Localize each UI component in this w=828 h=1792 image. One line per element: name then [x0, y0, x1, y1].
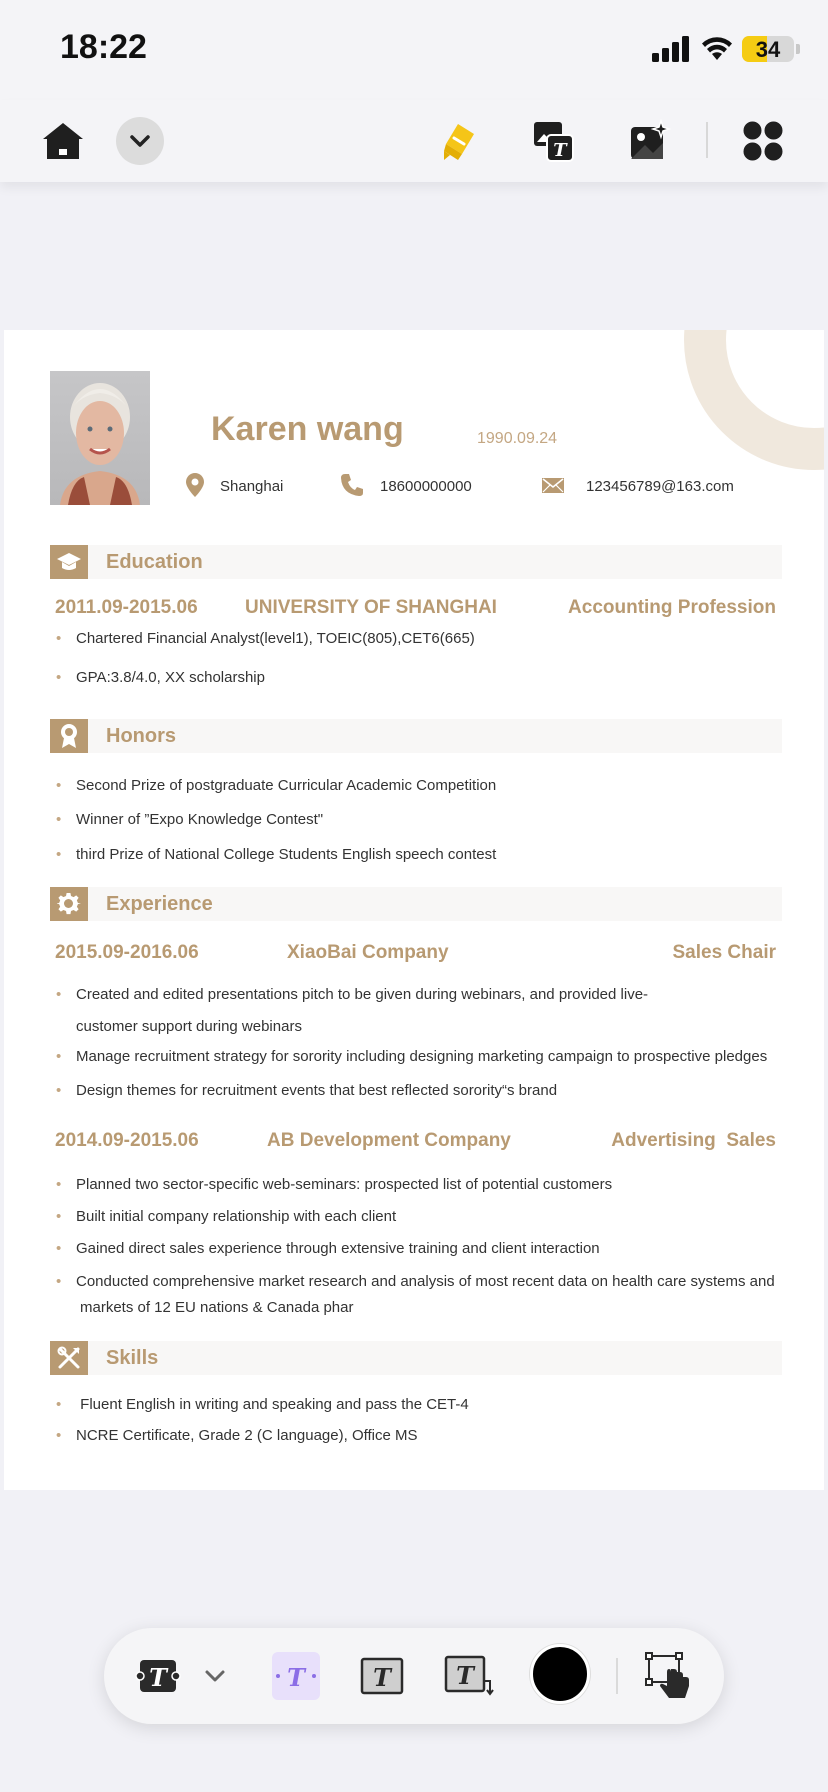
job-role: Sales Chair: [672, 942, 776, 963]
svg-text:T: T: [456, 1661, 474, 1690]
status-bar: [0, 0, 828, 100]
profile-photo: [50, 371, 150, 505]
list-item: • NCRE Certificate, Grade 2 (C language), Office MS: [56, 1423, 786, 1449]
section-title: Skills: [106, 1347, 159, 1369]
image-text-button[interactable]: [530, 118, 576, 164]
select-tap-button[interactable]: [644, 1652, 694, 1700]
wifi-icon: [700, 34, 734, 62]
text-shadow-button[interactable]: [442, 1652, 498, 1700]
text-style-button[interactable]: [134, 1652, 182, 1700]
grid-apps-icon: [742, 120, 784, 162]
education-major: Accounting Profession: [568, 597, 776, 618]
text-color-button[interactable]: [530, 1644, 590, 1704]
list-item: • Planned two sector-specific web-seminars: prospected list of potential customers: [56, 1172, 786, 1198]
apps-button[interactable]: [740, 118, 786, 164]
education-period: 2011.09-2015.06: [55, 597, 198, 618]
education-school: UNIVERSITY OF SHANGHAI: [245, 597, 497, 618]
chevron-down-icon: [204, 1669, 226, 1683]
location-text: Shanghai: [220, 478, 284, 495]
award-icon: [50, 719, 88, 753]
phone-icon: [340, 473, 364, 497]
job-company: XiaoBai Company: [287, 942, 449, 963]
section-title: Experience: [106, 893, 213, 915]
text-plain-button[interactable]: [272, 1652, 320, 1700]
decorative-arc: [684, 330, 824, 470]
candidate-name: Karen wang: [211, 410, 404, 448]
phone-text: 18600000000: [380, 478, 472, 495]
resume-page[interactable]: [4, 330, 824, 1490]
list-item: • GPA:3.8/4.0, XX scholarship: [56, 665, 786, 691]
text-plain-icon: [273, 1659, 319, 1693]
image-ai-button[interactable]: [626, 118, 672, 164]
chevron-down-icon: [129, 134, 151, 148]
job-company: AB Development Company: [267, 1130, 511, 1151]
gear-icon: [50, 887, 88, 921]
top-toolbar: [0, 100, 828, 182]
job-period: 2014.09-2015.06: [55, 1130, 199, 1151]
highlighter-icon: [438, 118, 480, 164]
section-education: [50, 545, 782, 579]
image-text-icon: [531, 119, 575, 163]
list-item: • Built initial company relationship with each client: [56, 1204, 786, 1230]
home-icon: [41, 119, 85, 163]
section-title: Education: [106, 551, 203, 573]
location-pin-icon: [186, 473, 204, 497]
list-item: • Design themes for recruitment events that best reflected sorority“s brand: [56, 1078, 786, 1104]
list-item: • Created and edited presentations pitch to be given during webinars, and provided live- customer support during webinars: [56, 982, 786, 1040]
battery-level: 34: [755, 37, 781, 62]
text-boxed-button[interactable]: [358, 1652, 406, 1700]
list-item: • Winner of ”Expo Knowledge Contest": [56, 807, 786, 833]
toolbar-divider: [616, 1658, 618, 1694]
section-experience: [50, 887, 782, 921]
section-skills: [50, 1341, 782, 1375]
text-style-dropdown[interactable]: [200, 1652, 230, 1700]
status-time: 18:22: [60, 28, 147, 66]
selection-hand-icon: [645, 1652, 693, 1700]
list-item: • Manage recruitment strategy for sorority including designing marketing campaign to prospective pledges: [56, 1044, 786, 1070]
text-frame-icon: [135, 1658, 181, 1694]
highlighter-button[interactable]: [436, 118, 482, 164]
graduation-cap-icon: [50, 545, 88, 579]
list-item: • Gained direct sales experience through extensive training and client interaction: [56, 1236, 786, 1262]
list-item: • Second Prize of postgraduate Curricular Academic Competition: [56, 773, 786, 799]
list-item: • Chartered Financial Analyst(level1), TOEIC(805),CET6(665): [56, 626, 786, 652]
list-item: • Conducted comprehensive market research and analysis of most recent data on health care systems and markets of 12 EU nations & Canada phar: [56, 1269, 786, 1321]
svg-text:T: T: [149, 1663, 167, 1692]
section-honors: [50, 719, 782, 753]
svg-text:T: T: [373, 1663, 391, 1692]
svg-text:T: T: [553, 140, 567, 161]
tools-icon: [50, 1341, 88, 1375]
date-of-birth: 1990.09.24: [477, 430, 558, 447]
cellular-signal-icon: [652, 36, 692, 62]
image-sparkle-icon: [627, 119, 671, 163]
list-item: • Fluent English in writing and speaking and pass the CET-4: [56, 1392, 786, 1418]
toolbar-divider: [706, 122, 708, 158]
email-text: 123456789@163.com: [586, 478, 734, 495]
battery-icon: [742, 36, 794, 62]
text-shadow-icon: [444, 1655, 496, 1697]
list-item: • third Prize of National College Students English speech contest: [56, 842, 786, 868]
home-button[interactable]: [40, 118, 86, 164]
job-period: 2015.09-2016.06: [55, 942, 199, 963]
section-title: Honors: [106, 725, 176, 747]
job-role: Advertising Sales: [611, 1130, 776, 1151]
text-boxed-icon: [360, 1657, 404, 1695]
text-style-toolbar: [104, 1628, 724, 1724]
svg-text:T: T: [287, 1663, 305, 1692]
collapse-dropdown-button[interactable]: [116, 117, 164, 165]
mail-icon: [542, 478, 564, 493]
